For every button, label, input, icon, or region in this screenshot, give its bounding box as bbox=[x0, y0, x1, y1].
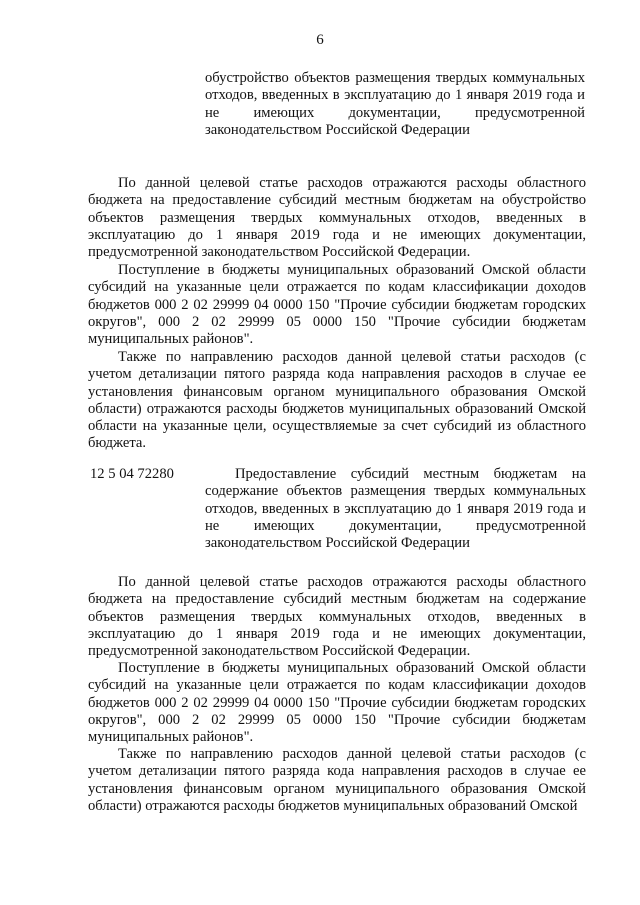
page-number: 6 bbox=[316, 32, 324, 48]
section1-paragraph-3: Также по направлению расходов данной целевой статьи расходов (с учетом детализации пятого разряда кода направления расходов в случае ее установления финансовым органом муниципального образования Омской области) отражаются расходы бюджетов муниципальных образований Омской области на указанные цели, осуществляемые за счет субсидий из областного бюджета. bbox=[88, 349, 586, 452]
section2-paragraph-2: Поступление в бюджеты муниципальных образований Омской области субсидий на указанные цели отражается по кодам классификации доходов бюджетов 000 2 02 29999 04 0000 150 "Прочие субсидии бюджетам городских округов", 000 2 02 29999 05 0000 150 "Прочие субсидии бюджетам муниципальных районов". bbox=[88, 660, 586, 746]
heading-continuation: обустройство объектов размещения твердых коммунальных отходов, введенных в эксплуатацию до 1 января 2019 года и не имеющих документации, предусмотренной законодательством Российской Федерации bbox=[205, 70, 585, 138]
section1-paragraph-2: Поступление в бюджеты муниципальных образований Омской области субсидий на указанные цели отражается по кодам классификации доходов бюджетов 000 2 02 29999 04 0000 150 "Прочие субсидии бюджетам городских округов", 000 2 02 29999 05 0000 150 "Прочие субсидии бюджетам муниципальных районов". bbox=[88, 262, 586, 348]
section2-paragraph-3: Также по направлению расходов данной целевой статьи расходов (с учетом детализации пятого разряда кода направления расходов в случае ее установления финансовым органом муниципального образования Омской области) отражаются расходы бюджетов муниципальных образований Омской bbox=[88, 746, 586, 814]
section2-paragraph-1: По данной целевой статье расходов отражаются расходы областного бюджета на предоставление субсидий местным бюджетам на содержание объектов размещения твердых коммунальных отходов, введенных в эксплуатацию до 1 января 2019 года и не имеющих документации, предусмотренной законодательством Российской Федерации. bbox=[88, 574, 586, 660]
budget-code: 12 5 04 72280 bbox=[90, 466, 174, 482]
entry-title: Предоставление субсидий местным бюджетам на содержание объектов размещения твердых коммунальных отходов, введенных в эксплуатацию до 1 января 2019 года и не имеющих документации, предусмотренной законодательством Российской Федерации bbox=[205, 466, 586, 552]
section1-paragraph-1: По данной целевой статье расходов отражаются расходы областного бюджета на предоставление субсидий местным бюджетам на обустройство объектов размещения твердых коммунальных отходов, введенных в эксплуатацию до 1 января 2019 года и не имеющих документации, предусмотренной законодательством Российской Федерации. bbox=[88, 175, 586, 261]
